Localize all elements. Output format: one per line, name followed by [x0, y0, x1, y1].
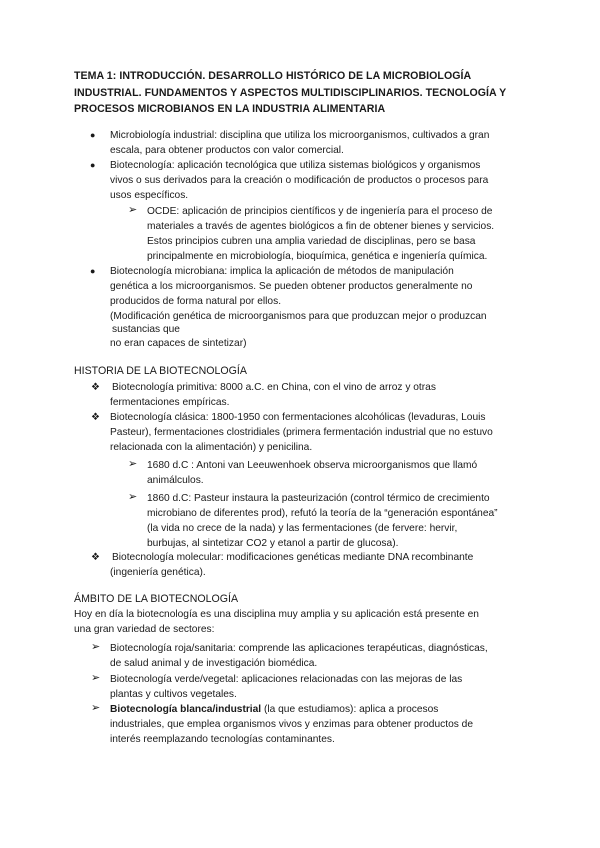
- verde-line: plantas y cultivos vegetales.: [110, 689, 237, 700]
- ambito-intro-line: Hoy en día la biotecnología es una disciplina muy amplia y su aplicación está presente en: [74, 609, 479, 620]
- microbiana-line: no eran capaces de sintetizar): [110, 338, 247, 349]
- pasteur-line: burbujas, al sintetizar CO2 y etanol a partir de glucosa).: [147, 538, 399, 549]
- historia-heading: HISTORIA DE LA BIOTECNOLOGÍA: [74, 365, 247, 377]
- microbiana-line: Biotecnología microbiana: implica la aplicación de métodos de manipulación: [110, 266, 454, 277]
- diamond-bullet-icon: ❖: [91, 382, 100, 393]
- primitiva-line: fermentaciones empíricas.: [110, 397, 230, 408]
- microbiana-line: genética a los microorganismos. Se pueden obtener productos generalmente no: [110, 281, 473, 292]
- ocde-line: Estos principios cubren una amplia variedad de disciplinas, pero se basa: [147, 236, 476, 247]
- roja-line: de salud animal y de investigación biomédica.: [110, 658, 318, 669]
- microbiana-line: producidos de forma natural por ellos.: [110, 296, 282, 307]
- biotecnologia-line: usos específicos.: [110, 190, 189, 201]
- arrow-bullet-icon: ➢: [128, 458, 138, 470]
- ocde-line: principalmente en microbiología, bioquímica, genética e ingeniería química.: [147, 251, 488, 262]
- primitiva-line: Biotecnología primitiva: 8000 a.C. en China, con el vino de arroz y otras: [112, 382, 436, 393]
- arrow-bullet-icon: ➢: [91, 672, 101, 684]
- microbiologia-line: Microbiología industrial: disciplina que utiliza los microorganismos, cultivados a gran: [110, 130, 490, 141]
- arrow-bullet-icon: ➢: [128, 491, 138, 503]
- blanca-line: [110, 702, 438, 717]
- leeuwenhoek-line: animálculos.: [147, 475, 204, 486]
- arrow-bullet-icon: ➢: [91, 702, 101, 714]
- title-line: INDUSTRIAL. FUNDAMENTOS Y ASPECTOS MULTIDISCIPLINARIOS. TECNOLOGÍA Y: [74, 86, 507, 99]
- bullet-icon: ●: [90, 266, 96, 276]
- arrow-bullet-icon: ➢: [128, 204, 138, 216]
- blanca-line: interés reemplazando tecnologías contaminantes.: [110, 734, 335, 745]
- blanca-bold-term: Biotecnología blanca/industrial: [110, 704, 262, 715]
- ambito-intro-line: una gran variedad de sectores:: [74, 624, 215, 635]
- molecular-line: (ingeniería genética).: [110, 567, 206, 578]
- diamond-bullet-icon: ❖: [91, 552, 100, 563]
- clasica-line: relacionada con la alimentación) y penicilina.: [110, 442, 313, 453]
- blanca-line: industriales, que emplea organismos vivos y enzimas para obtener productos de: [110, 719, 473, 730]
- arrow-bullet-icon: ➢: [91, 641, 101, 653]
- clasica-line: Pasteur), fermentaciones clostridiales (primera fermentación industrial que no estuvo: [110, 427, 493, 438]
- microbiana-line: sustancias que: [112, 324, 180, 335]
- clasica-line: Biotecnología clásica: 1800-1950 con fermentaciones alcohólicas (levaduras, Louis: [110, 412, 486, 423]
- pasteur-line: microbiano de diferentes prod), refutó la teoría de la “generación espontánea”: [147, 508, 498, 519]
- pasteur-line: 1860 d.C: Pasteur instaura la pasteurización (control térmico de crecimiento: [147, 493, 490, 504]
- microbiologia-line: escala, para obtener productos con valor comercial.: [110, 145, 344, 156]
- verde-line: Biotecnología verde/vegetal: aplicaciones relacionadas con las mejoras de las: [110, 674, 463, 685]
- title-line: TEMA 1: INTRODUCCIÓN. DESARROLLO HISTÓRICO DE LA MICROBIOLOGÍA: [74, 70, 472, 82]
- roja-line: Biotecnología roja/sanitaria: comprende las aplicaciones terapéuticas, diagnósticas,: [110, 643, 488, 654]
- ambito-heading: ÁMBITO DE LA BIOTECNOLOGÍA: [74, 593, 239, 605]
- biotecnologia-line: vivos o sus derivados para la creación o modificación de productos o procesos para: [110, 175, 489, 186]
- title-line: PROCESOS MICROBIANOS EN LA INDUSTRIA ALIMENTARIA: [74, 103, 386, 115]
- blanca-rest: (la que estudiamos): aplica a procesos: [261, 704, 439, 715]
- bullet-icon: ●: [90, 160, 96, 170]
- document-title: [74, 68, 534, 118]
- ocde-line: materiales a través de agentes biológicos a fin de obtener bienes y servicios.: [147, 221, 495, 232]
- leeuwenhoek-line: 1680 d.C : Antoni van Leeuwenhoek observa microorganismos que llamó: [147, 460, 478, 471]
- molecular-line: Biotecnología molecular: modificaciones genéticas mediante DNA recombinante: [112, 552, 474, 563]
- biotecnologia-line: Biotecnología: aplicación tecnológica que utiliza sistemas biológicos y organismos: [110, 160, 481, 171]
- microbiana-line: (Modificación genética de microorganismos para que produzcan mejor o produzcan: [110, 311, 487, 322]
- ocde-line: OCDE: aplicación de principios científicos y de ingeniería para el proceso de: [147, 206, 493, 217]
- diamond-bullet-icon: ❖: [91, 412, 100, 423]
- bullet-icon: ●: [90, 130, 96, 140]
- pasteur-line: (la vida no crece de la nada) y las fermentaciones (de fervere: hervir,: [147, 523, 458, 534]
